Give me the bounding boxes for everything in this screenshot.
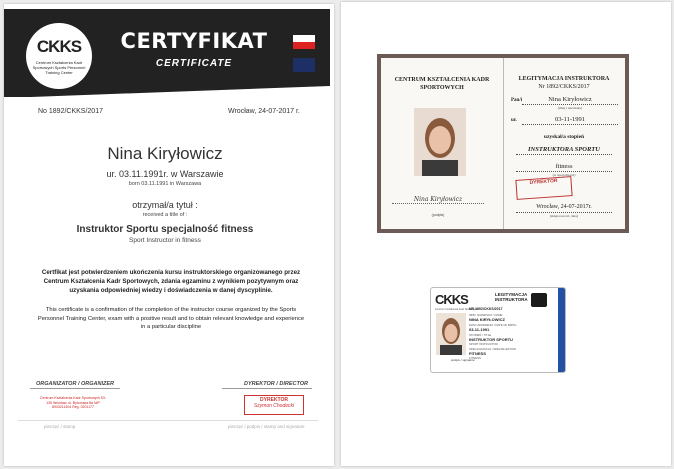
certificate-number: No 1892/CKKS/2017	[38, 108, 103, 115]
born-pl: ur. 03.11.1991r. w Warszawie	[106, 169, 224, 179]
received-pl: otrzymał/a tytuł :	[132, 200, 198, 210]
stamp-caption: pieczęć / stamp	[44, 424, 76, 429]
place-hint: (miejscowość, data)	[550, 214, 578, 218]
certificate-subtitle: CERTIFICATE	[155, 58, 233, 69]
certificate-date: Wrocław, 24-07-2017 r.	[228, 108, 300, 115]
director-stamp-title: DYREKTOR	[260, 397, 288, 403]
card-name-label: IMIĘ I NAZWISKO / NAME	[469, 313, 503, 317]
director-signature: Szymon Chodecki	[253, 403, 295, 409]
statement-pl: Certfikat jest potwierdzeniem ukończenia kursu instruktorskiego organizowanego przez Centrum Kształcenia Kadr Sportowych, zdania egzaminu z wynikiem pozytywnym oraz uzyskania odpowiedniej wiedzy i doświadczenia w danej dyscyplinie.	[41, 269, 301, 294]
card-spec: FITNESS	[469, 351, 486, 356]
received-en: received a title of :	[142, 212, 188, 218]
card-dob: 03-11-1991	[469, 327, 490, 332]
born-en: born 03.11.1991 in Warszawa	[128, 181, 202, 187]
awarded-title-pl: Instruktor Sportu specjalność fitness	[76, 224, 254, 235]
holder-photo	[414, 108, 466, 176]
card-signature-hint: podpis / signature	[451, 358, 475, 362]
footer-divider	[18, 420, 318, 421]
pani-value: Nina Kiryłowicz	[548, 96, 592, 103]
logo-subtext: Centrum Kształcenia Kadr Sportowych Sports Personnel Training Center	[32, 60, 86, 75]
card-spec-en: FITNESS	[469, 356, 481, 360]
card-number: NR 1892/CKKS/2017	[469, 307, 503, 311]
certificate-title: CERTYFIKAT	[120, 29, 268, 53]
ur-label: ur.	[511, 118, 517, 123]
card-spec-label: SPECJALIZACJA / SPECIALIZATION	[469, 347, 516, 351]
ur-line	[522, 124, 618, 125]
organizer-label: ORGANIZATOR / ORGANIZER	[36, 381, 115, 387]
card-logo-sub: Centrum Kształcenia Kadr Sportowych	[435, 308, 478, 311]
director-stamp	[244, 395, 304, 415]
signature-hint: (podpis)	[431, 213, 445, 217]
specialty-hint: (w specjalności)	[552, 173, 576, 177]
ur-value: 03-11-1991	[554, 116, 586, 123]
card-logo: CKKS	[435, 292, 468, 307]
statement-en: This certificate is a confirmation of the completion of the instructor course organized by the Sports Personnel Training Center, exam with a positive result and to obtain relevant knowledge and experience in a particular discipline	[37, 307, 305, 330]
specialty-line	[516, 171, 612, 172]
organizer-stamp: Centrum Kształcenia Kadr Sportowych 53-135 Wrocław, ul. Byfomska 8a NIP 8943211404 Reg. 0201177	[40, 396, 106, 410]
card-chip	[531, 293, 547, 307]
obtained-label: uzyskał/a stopień	[543, 134, 585, 140]
degree-value: INSTRUKTORA SPORTU	[528, 146, 600, 153]
legitimation-place-date: Wrocław, 24-07-2017r.	[536, 204, 592, 210]
pani-line	[522, 104, 618, 105]
organizer-divider	[30, 388, 120, 389]
signature-caption: pieczęć i podpis / stamp and signature	[228, 424, 305, 429]
pani-label: Pan/i	[511, 98, 523, 103]
legitimation-title: LEGITYMACJA INSTRUKTORA	[518, 76, 610, 82]
place-line	[516, 212, 612, 213]
ckks-logo	[26, 23, 92, 89]
card-deg: INSTRUKTOR SPORTU	[469, 337, 513, 342]
logo-text: CKKS	[36, 37, 82, 56]
pani-hint: (imię i nazwisko)	[557, 106, 583, 110]
certificate-header	[4, 9, 330, 97]
card-portrait	[436, 313, 466, 355]
legitimation-org: CENTRUM KSZTAŁCENIA KADR SPORTOWYCH	[394, 77, 490, 91]
legitimation-number: Nr 1892/CKKS/2017	[538, 84, 590, 90]
eu-flag-icon	[293, 58, 315, 72]
director-divider	[222, 388, 312, 389]
card-deg-en: SPORT INSTRUCTOR	[469, 342, 498, 346]
card-dob-label: DATA URODZENIA / DATE OF BIRTH	[469, 323, 517, 327]
awarded-title-en: Sport Instructor in fitness	[129, 237, 201, 244]
portrait-image	[414, 108, 466, 176]
holder-name: Nina Kiryłowicz	[107, 144, 223, 163]
card-name: NINA KIRYŁOWICZ	[469, 317, 505, 322]
specialty-value: fitness	[555, 163, 573, 170]
polish-flag-icon	[293, 35, 315, 49]
card-header1: LEGITYMACJA	[495, 292, 528, 297]
card-photo	[436, 313, 466, 355]
degree-line	[516, 154, 612, 155]
instructor-id-card	[430, 287, 566, 373]
director-label: DYREKTOR / DIRECTOR	[244, 381, 308, 387]
card-deg-label: STOPIEŃ / TITLE	[469, 333, 492, 337]
legitimation-signature: Nina Kiryłowicz	[392, 196, 484, 204]
card-header2: INSTRUKTORA	[495, 297, 528, 302]
legitimation-stamp: DYREKTOR	[515, 176, 572, 200]
card-stripe	[558, 288, 565, 373]
